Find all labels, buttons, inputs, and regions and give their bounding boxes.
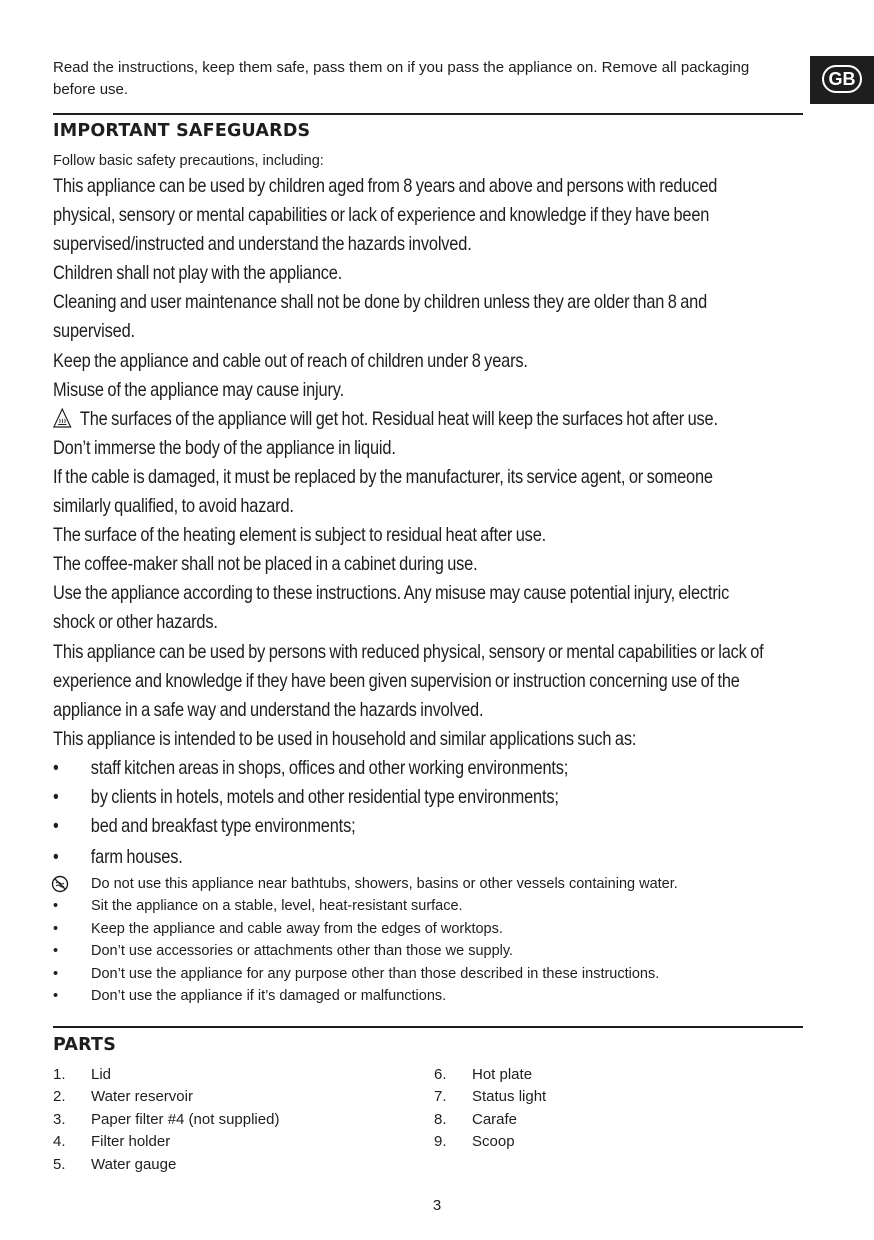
usage-environments-list (53, 754, 691, 872)
bullet: • (53, 815, 59, 838)
water-warning (53, 873, 813, 895)
safeguard-line: appliance in a safe way and understand the hazards involved. (53, 698, 484, 721)
hot-surface-warning-text: The surfaces of the appliance will get hot. Residual heat will keep the surfaces hot after use. (79, 407, 718, 430)
safeguard-line: shock or other hazards. (53, 611, 218, 634)
list-item: • Don’t use the appliance for any purpose other than those described in these instructions. (53, 965, 660, 982)
language-badge: GB (822, 65, 862, 93)
list-item: • Sit the appliance on a stable, level, heat-resistant surface. (53, 898, 463, 915)
list-item: 4. Filter holder (53, 1133, 171, 1151)
list-item: 9. Scoop (434, 1133, 515, 1151)
small-safety-list (53, 873, 813, 1007)
safeguards-body (53, 172, 764, 872)
safeguard-line: Keep the appliance and cable out of reach of children under 8 years. (53, 349, 528, 372)
list-item: 8. Carafe (434, 1110, 518, 1128)
safeguard-line: The coffee-maker shall not be placed in a cabinet during use. (53, 553, 478, 576)
bullet: • (53, 756, 59, 779)
list-item: 6. Hot plate (434, 1066, 533, 1083)
safeguard-line: Use the appliance according to these instructions. Any misuse may cause potential injury, electric (53, 582, 730, 605)
safeguards-lead: Follow basic safety precautions, including: (53, 153, 324, 169)
hot-surface-warning-icon (53, 408, 71, 428)
safeguard-line: This appliance is intended to be used in household and similar applications such as: (53, 727, 637, 750)
list-item: • by clients in hotels, motels and other residential type environments; (53, 783, 691, 812)
safeguard-line: This appliance can be used by children aged from 8 years and above and persons with reduced (53, 175, 718, 197)
list-item: • Don’t use the appliance if it’s damaged or malfunctions. (53, 988, 447, 1005)
safeguard-line: Children shall not play with the appliance. (53, 262, 343, 285)
water-warning-text: Do not use this appliance near bathtubs, showers, basins or other vessels containing water. (91, 876, 678, 892)
divider-parts (53, 1026, 803, 1028)
safeguard-line: similarly qualified, to avoid hazard. (53, 495, 294, 518)
parts-column-left (53, 1064, 279, 1176)
safeguard-line: This appliance can be used by persons with reduced physical, sensory or mental capabilities or lack of (53, 640, 764, 663)
hot-surface-warning (53, 405, 718, 434)
safeguard-line: Cleaning and user maintenance shall not be done by children unless they are older than 8 and (53, 291, 708, 314)
safeguard-line: supervised/instructed and understand the hazards involved. (53, 233, 472, 256)
list-item: 1. Lid (53, 1066, 112, 1083)
parts-heading: PARTS (53, 1035, 116, 1055)
list-item: 5. Water gauge (53, 1155, 177, 1173)
safeguard-line: experience and knowledge if they have been given supervision or instruction concerning use of the (53, 669, 740, 692)
safeguard-line: Misuse of the appliance may cause injury. (53, 378, 344, 401)
list-item: • bed and breakfast type environments; (53, 812, 691, 841)
safeguard-line: Don’t immerse the body of the appliance in liquid. (53, 436, 396, 459)
parts-column-right (434, 1064, 546, 1154)
bullet: • (53, 846, 59, 869)
safeguard-line: If the cable is damaged, it must be replaced by the manufacturer, its service agent, or someone (53, 465, 713, 488)
list-item: • Don’t use accessories or attachments other than those we supply. (53, 943, 514, 960)
safeguard-line: physical, sensory or mental capabilities or lack of experience and knowledge if they have been (53, 204, 710, 227)
list-item: 7. Status light (434, 1088, 547, 1106)
safeguard-line: supervised. (53, 320, 135, 343)
list-item: 2. Water reservoir (53, 1088, 193, 1106)
safeguards-heading: IMPORTANT SAFEGUARDS (53, 121, 311, 141)
intro-text: Read the instructions, keep them safe, pass them on if you pass the appliance on. Remove all packaging before use. (53, 59, 750, 98)
page-number: 3 (432, 1197, 442, 1214)
list-item: • farm houses. (53, 843, 691, 872)
safeguard-line: The surface of the heating element is subject to residual heat after use. (53, 524, 547, 547)
list-item: • Keep the appliance and cable away from the edges of worktops. (53, 920, 503, 937)
bullet: • (53, 785, 59, 808)
list-item: 3. Paper filter #4 (not supplied) (53, 1110, 280, 1128)
divider-top (53, 113, 803, 115)
language-tab (810, 56, 874, 104)
list-item: • staff kitchen areas in shops, offices and other working environments; (53, 754, 691, 783)
